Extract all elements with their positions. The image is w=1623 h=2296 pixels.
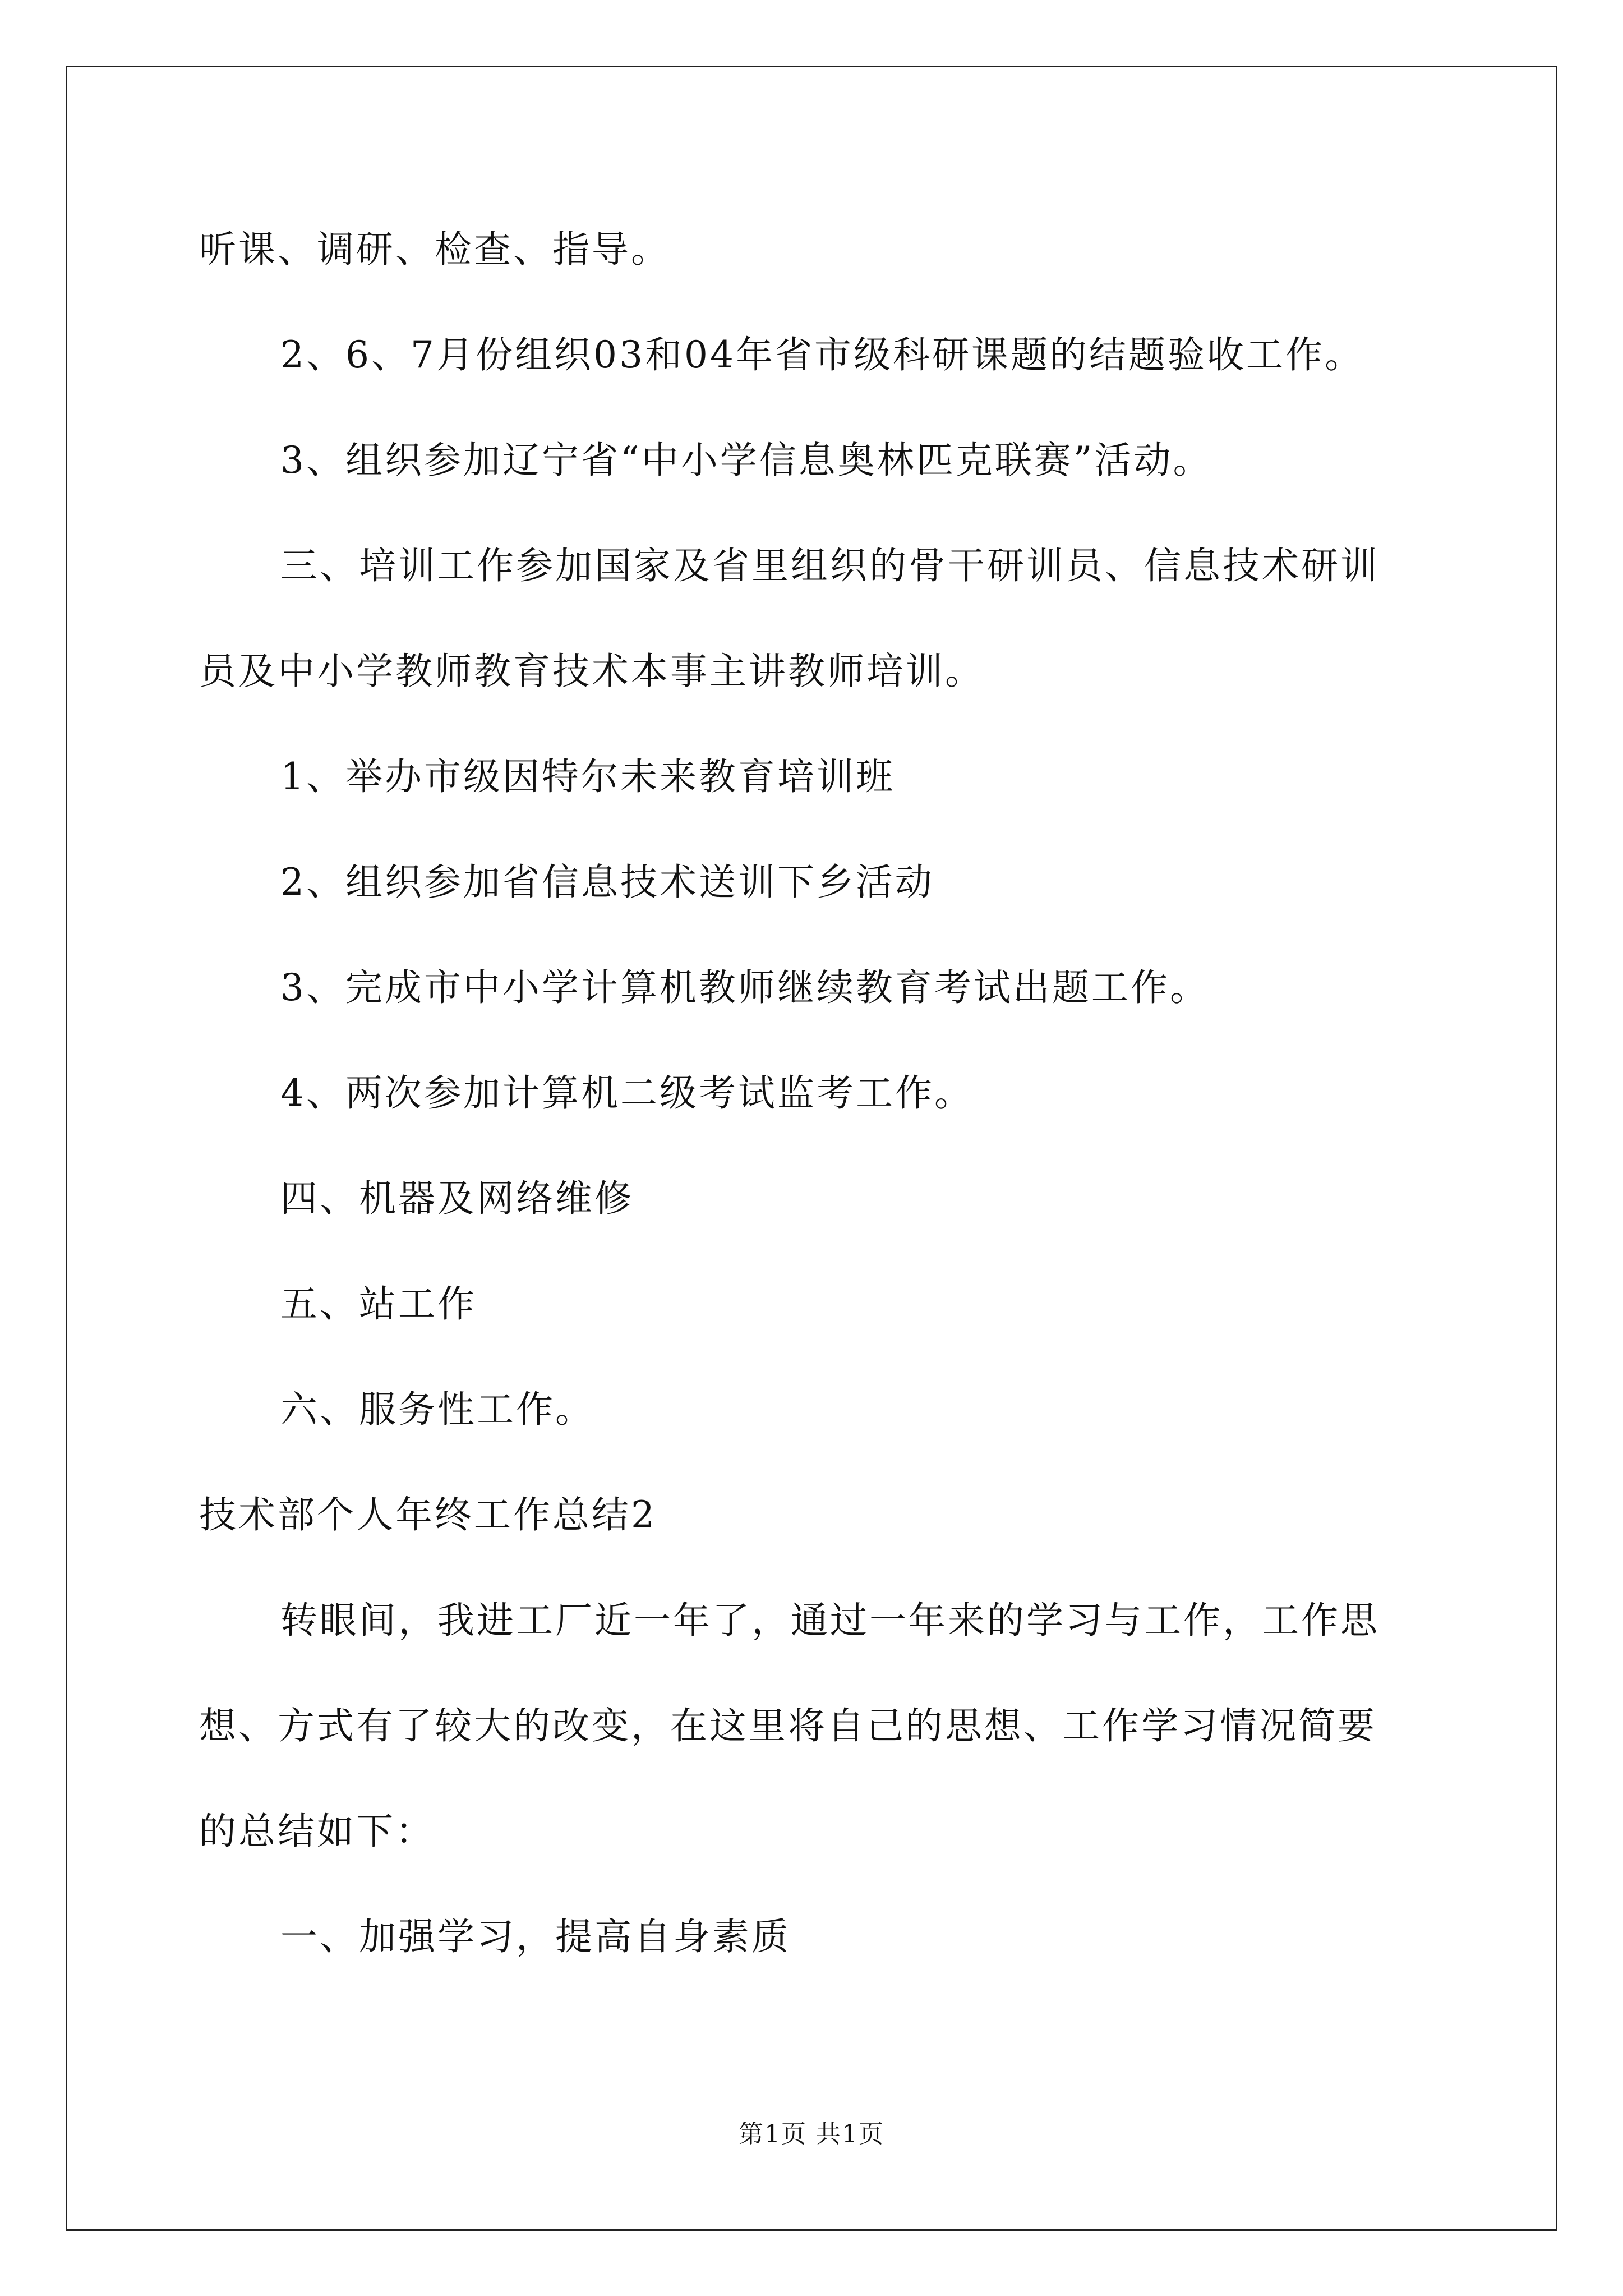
text-line: 三、培训工作参加国家及省里组织的骨干研训员、信息技术研训: [280, 544, 1380, 587]
text-line: 五、站工作: [280, 1282, 477, 1326]
text-line: 的总结如下：: [199, 1810, 435, 1853]
page-number: 第1页 共1页: [739, 2120, 884, 2148]
text-line: 2、组织参加省信息技术送训下乡活动: [280, 861, 934, 904]
text-line: 一、加强学习，提高自身素质: [280, 1915, 791, 1958]
text-line: 3、完成市中小学计算机教师继续教育考试出题工作。: [280, 966, 1209, 1009]
text-line: 2、6、7月份组织03和04年省市级科研课题的结题验收工作。: [280, 333, 1364, 376]
text-line: 四、机器及网络维修: [280, 1177, 634, 1220]
text-line: 3、组织参加辽宁省“中小学信息奥林匹克联赛”活动。: [280, 439, 1212, 482]
text-line: 六、服务性工作。: [280, 1388, 594, 1431]
text-line: 听课、调研、检查、指导。: [199, 228, 670, 271]
text-line: 员及中小学教师教育技术本事主讲教师培训。: [199, 650, 984, 693]
page-border: [66, 66, 1557, 2231]
text-line: 转眼间，我进工厂近一年了，通过一年来的学习与工作，工作思: [280, 1599, 1380, 1642]
text-line: 想、方式有了较大的改变，在这里将自己的思想、工作学习情况简要: [199, 1704, 1377, 1747]
text-line: 1、举办市级因特尔未来教育培训班: [280, 755, 895, 798]
text-line: 4、两次参加计算机二级考试监考工作。: [280, 1071, 974, 1115]
section-heading: 技术部个人年终工作总结2: [199, 1493, 657, 1536]
